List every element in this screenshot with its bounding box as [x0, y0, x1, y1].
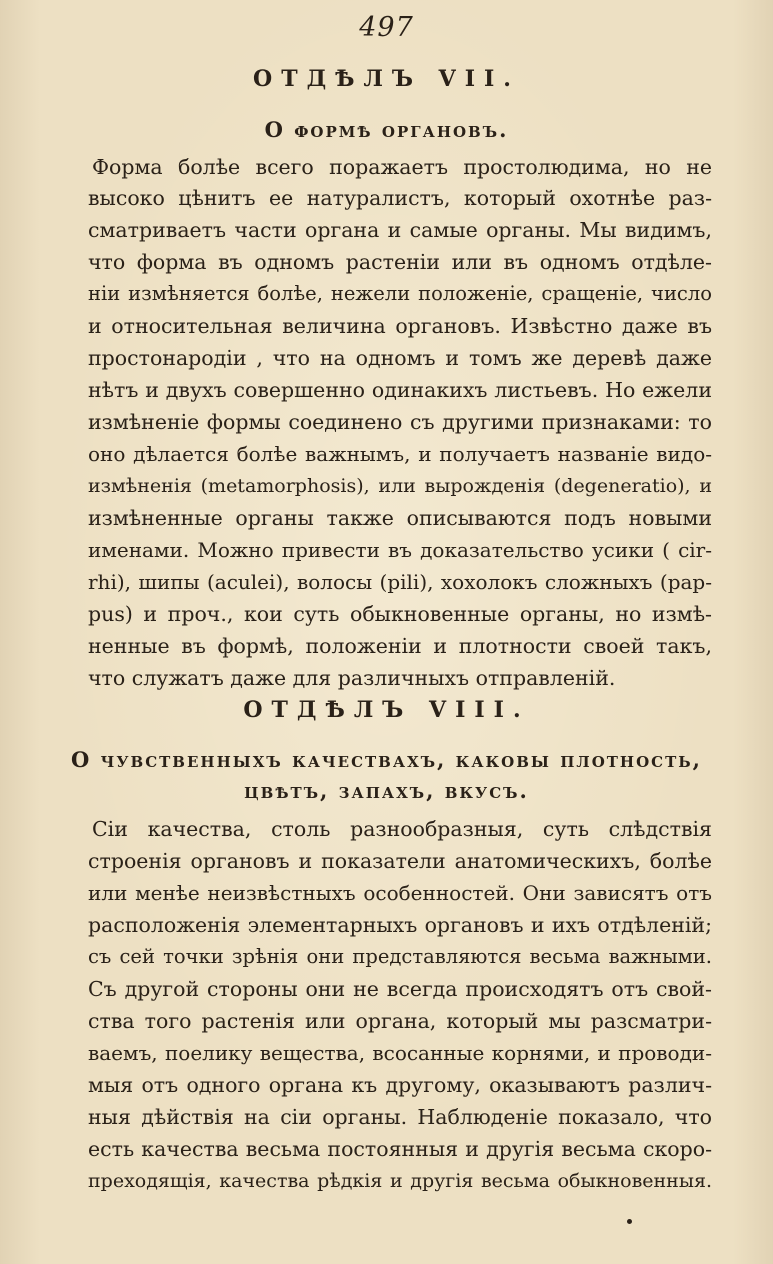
text-line: именами. Можно привести въ доказательство усики ( cir- — [88, 538, 712, 562]
text-line: Сiи качества, столь разнообразныя, суть слѣдствiя — [92, 817, 712, 841]
text-line: или менѣе неизвѣстныхъ особенностей. Они зависятъ отъ — [88, 881, 712, 905]
section-7-heading: ОТДѢЛЪ VII. — [253, 66, 520, 92]
text-line: ства того растенiя или органа, который мы разсматри- — [88, 1009, 712, 1033]
text-line: измѣненные органы также описываются подъ новыми — [88, 506, 712, 530]
text-line: что форма въ одномъ растенiи или въ одномъ отдѣле- — [88, 250, 712, 274]
text-line: и относительная величина органовъ. Извѣстно даже въ — [88, 314, 712, 338]
text-line: съ сей точки зрѣнiя они представляются весьма важными. — [88, 945, 712, 968]
text-line: ваемъ, поелику вещества, всосанные корнями, и проводи- — [88, 1041, 712, 1065]
text-line: ненные въ формѣ, положенiи и плотности своей такъ, — [88, 634, 712, 658]
text-line: строенiя органовъ и показатели анатомическихъ, болѣе — [88, 849, 712, 873]
text-line: измѣненiе формы соединено съ другими признаками: то — [88, 410, 712, 434]
text-line: есть качества весьма постоянныя и другiя весьма скоро- — [88, 1137, 712, 1161]
text-line: высоко цѣнитъ ее натуралистъ, который охотнѣе раз- — [88, 186, 712, 210]
text-line: расположенiя элементарныхъ органовъ и ихъ отдѣленiй; — [88, 913, 712, 937]
text-line: сматриваетъ части органа и самые органы. Мы видимъ, — [88, 218, 712, 242]
section-8-subheading-line2: цвѣтъ, запахъ, вкусъ. — [244, 778, 529, 803]
text-line: Съ другой стороны они не всегда происходятъ отъ свой- — [88, 977, 712, 1001]
section-8-subheading-line1: О чувственныхъ качествахъ, каковы плотность, — [71, 747, 702, 772]
section-7-subheading: О формѣ органовъ. — [264, 117, 509, 142]
text-line: измѣненiя (metamorphosis), или вырожденiя (degeneratio), и — [88, 475, 712, 497]
text-line: преходящiя, качества рѣдкiя и другiя весьма обыкновенныя. — [88, 1170, 712, 1192]
text-line: что служатъ даже для различныхъ отправленiй. — [88, 666, 616, 690]
text-line: Форма болѣе всего поражаетъ простолюдима, но не — [92, 155, 712, 179]
text-line: pus) и проч., кои суть обыкновенные органы, но измѣ- — [88, 602, 712, 626]
section-8-heading: ОТДѢЛЪ VIII. — [243, 697, 530, 723]
text-line: мыя отъ одного органа къ другому, оказываютъ различ- — [88, 1073, 712, 1097]
text-line: простонародiи , что на одномъ и томъ же деревѣ даже — [88, 346, 712, 370]
text-line: оно дѣлается болѣе важнымъ, и получаетъ названiе видо- — [88, 442, 712, 466]
text-line: ныя дѣйствiя на сiи органы. Наблюденiе показало, что — [88, 1105, 712, 1129]
ink-speck — [627, 1219, 632, 1224]
text-line: нѣтъ и двухъ совершенно одинакихъ листьевъ. Но ежели — [88, 378, 712, 402]
text-line: rhi), шипы (aculei), волосы (pili), хохолокъ сложныхъ (pap- — [88, 570, 712, 594]
text-line: нiи измѣняется болѣе, нежели положенiе, сращенiе, число — [88, 282, 712, 305]
page-number: 497 — [359, 12, 414, 43]
